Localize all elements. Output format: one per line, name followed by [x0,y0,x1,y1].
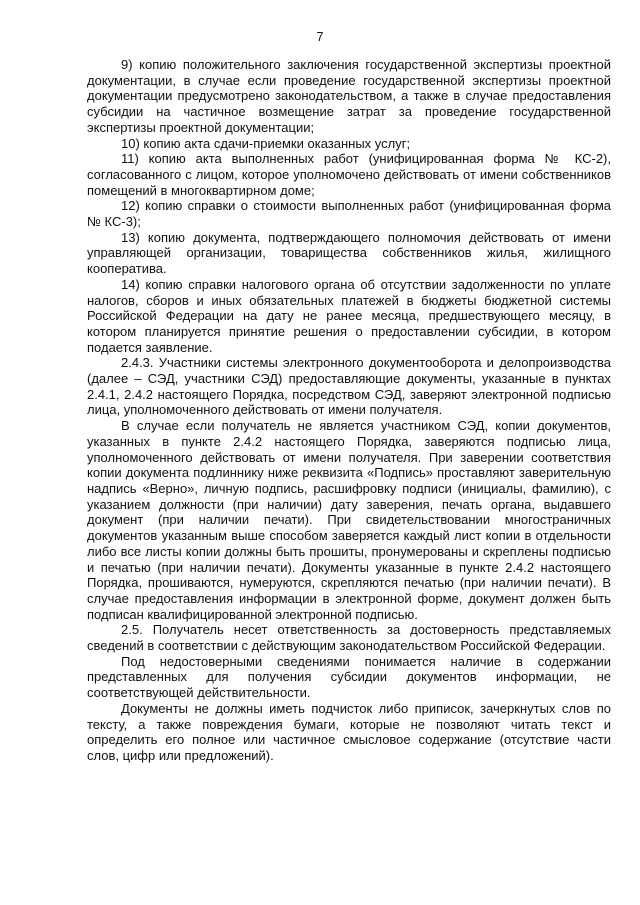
paragraph-item-10: 10) копию акта сдачи-приемки оказанных услуг; [121,135,411,151]
paragraph-item-14: 14) копию справки налогового органа об отсутствии задолженности по уплате налогов, сборов и иных обязательных платежей в бюджеты бюджетной системы Российской Федерации на дату не ранее месяца, предшествующего месяцу, в котором планируется принятие решения о предоставлении субсидии, в котором подается заявление. [87,276,611,355]
document-body [87,57,611,764]
paragraph-section-2-4-3: 2.4.3. Участники системы электронного документооборота и делопроизводства (далее – СЭД, участники СЭД) предоставляющие документы, указанные в пунктах 2.4.1, 2.4.2 настоящего Порядка, посредством СЭД, заверяют электронной подписью лица, уполномоченного действовать от имени получателя. [87,355,611,418]
page-number: 7 [316,30,324,44]
paragraph-item-9: 9) копию положительного заключения государственной экспертизы проектной документации, в случае если проведение государственной экспертизы проектной документации предусмотрено законодательством, а также в случае предоставления субсидии на частичное возмещение затрат за проведение государственной экспертизы проектной документации; [87,57,611,135]
paragraph-false-information: Под недостоверными сведениями понимается наличие в содержании представленных для получения субсидии документов информации, не соответствующей действительности. [87,653,611,701]
paragraph-item-11: 11) копию акта выполненных работ (унифицированная форма № КС-2), согласованного с лицом, которое уполномочено действовать от имени собственников помещений в многоквартирном доме; [87,151,611,198]
paragraph-section-2-5: 2.5. Получатель несет ответственность за достоверность представляемых сведений в соответствии с действующим законодательством Российской Федерации. [87,622,611,654]
paragraph-certification-rules: В случае если получатель не является участником СЭД, копии документов, указанных в пункте 2.4.2 настоящего Порядка, заверяются подписью лица, уполномоченного действовать от имени получателя. При заверении соответствия копии документа подлиннику ниже реквизита «Подпись» проставляют заверительную надпись «Верно», личную подпись, расшифровку подписи (инициалы, фамилию), с указанием должности (при наличии) дату заверения, печать органа, выдавшего документ (при наличии печати). При свидетельствовании многостраничных документов указанным выше способом заверяется каждый лист копии в отдельности либо все листы копии должны быть прошиты, пронумерованы и скреплены подписью и печатью (при наличии печати). Документы указанные в пункте 2.4.2 настоящего Порядка, прошиваются, нумеруются, скрепляются печатью (при наличии печати). В случае предоставления информации в электронной форме, документ должен быть подписан квалифицированной электронной подписью. [87,418,611,622]
paragraph-item-13: 13) копию документа, подтверждающего полномочия действовать от имени управляющей организации, товарищества собственников жилья, жилищного кооператива. [87,229,611,277]
paragraph-document-requirements: Документы не должны иметь подчисток либо приписок, зачеркнутых слов по тексту, а также повреждения бумаги, которые не позволяют читать текст и определить его полное или частичное смысловое содержание (отсутствие части слов, цифр или предложений). [87,700,611,763]
paragraph-item-12: 12) копию справки о стоимости выполненных работ (унифицированная форма № КС-3); [87,198,611,230]
